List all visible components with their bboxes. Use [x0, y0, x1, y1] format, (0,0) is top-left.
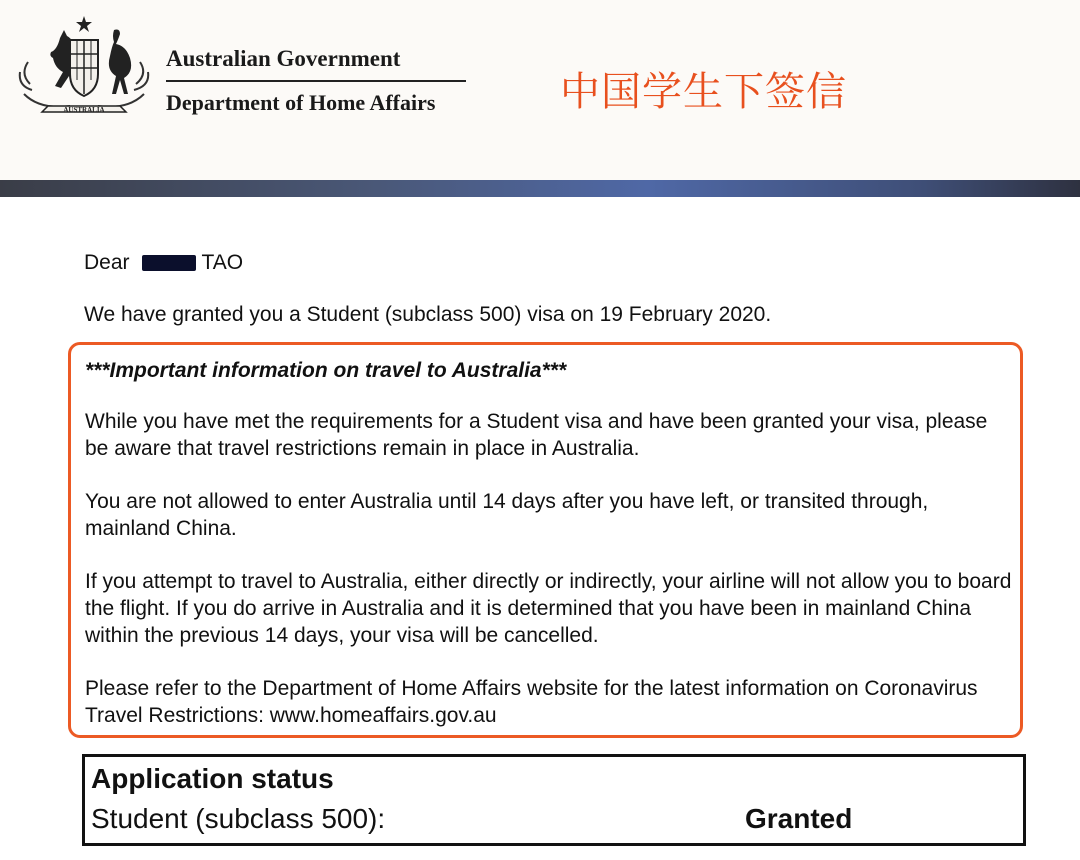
grant-statement: We have granted you a Student (subclass 500) visa on 19 February 2020.: [84, 303, 772, 326]
notice-paragraph-2: You are not allowed to enter Australia until 14 days after you have left, or transited through, mainland China.: [85, 490, 929, 540]
agency-name: [166, 44, 468, 118]
coat-of-arms-icon: [10, 14, 158, 122]
salutation: [84, 250, 243, 276]
government-name: Australian Government: [166, 46, 401, 71]
application-status-box: [82, 754, 1026, 846]
salutation-word: Dear: [84, 251, 130, 274]
notice-paragraph-3: If you attempt to travel to Australia, either directly or indirectly, your airline will not allow you to board the flight. If you do arrive in Australia and it is determined that you have been in mainland China within the previous 14 days, your visa will be cancelled.: [85, 570, 1012, 647]
agency-divider: [166, 80, 466, 82]
visa-type-label: Student (subclass 500):: [91, 803, 386, 834]
notice-paragraph-1: While you have met the requirements for a Student visa and have been granted your visa, please be aware that travel restrictions remain in place in Australia.: [85, 410, 988, 460]
crest-scroll-text: AUSTRALIA: [63, 106, 105, 114]
notice-heading: ***Important information on travel to Australia***: [85, 359, 567, 382]
department-name: Department of Home Affairs: [166, 89, 436, 115]
header-banner-stripe: [0, 180, 1080, 197]
letter-header: [0, 0, 1080, 180]
status-title: Application status: [91, 763, 334, 794]
redacted-given-name: [142, 255, 196, 271]
travel-notice-box: [68, 342, 1023, 738]
status-value: Granted: [745, 803, 853, 834]
notice-paragraph-4: Please refer to the Department of Home Affairs website for the latest information on Coronavirus Travel Restrictions: www.homeaffairs.gov.au: [85, 677, 978, 727]
annotation-title: 中国学生下签信: [560, 69, 847, 115]
recipient-surname: TAO: [201, 251, 244, 274]
